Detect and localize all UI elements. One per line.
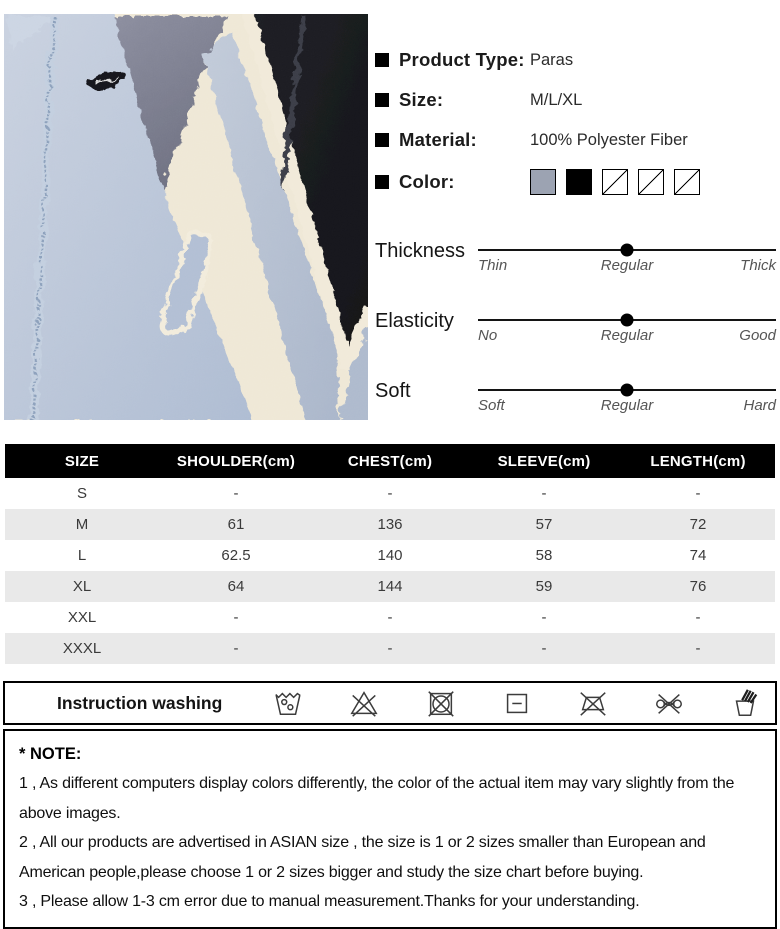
soft-slider — [478, 377, 776, 423]
slider-track — [478, 249, 776, 251]
color-swatch-black[interactable] — [566, 169, 592, 195]
square-bullet-icon — [375, 93, 389, 107]
product-photo — [4, 14, 368, 420]
cell: S — [76, 485, 87, 502]
cell: 58 — [535, 547, 553, 564]
fleece-texture-overlay — [4, 14, 368, 420]
col-header-chest: CHEST(cm) — [313, 444, 467, 478]
color-swatch-3[interactable] — [602, 169, 628, 195]
elasticity-label: Elasticity — [375, 310, 454, 332]
do-not-iron-icon — [577, 687, 609, 719]
cell: XXL — [67, 609, 97, 626]
cell: - — [387, 609, 393, 626]
cell: M — [75, 516, 89, 533]
note-item-3: 3 , Please allow 1-3 cm error due to manual measurement.Thanks for your understanding. — [19, 893, 640, 910]
size-chart — [5, 444, 775, 664]
thickness-scale — [478, 257, 776, 274]
cell: - — [695, 485, 701, 502]
col-header-size: SIZE — [5, 444, 159, 478]
slider-track — [478, 319, 776, 321]
color-swatch-4[interactable] — [638, 169, 664, 195]
info-row-material — [375, 128, 776, 152]
cell: XL — [72, 578, 92, 595]
cell: - — [541, 485, 547, 502]
scale-left: No — [478, 327, 498, 344]
note-item-2: 2 , All our products are advertised in ASIAN size , the size is 1 or 2 sizes smaller than European and American people,please choose 1 or 2 sizes bigger and study the size chart before buying. — [19, 834, 706, 881]
cell: 64 — [227, 578, 245, 595]
washing-label: Instruction washing — [57, 692, 223, 713]
cell: XXXL — [62, 640, 102, 657]
hand-wash-icon — [729, 687, 761, 719]
scale-middle: Regular — [600, 397, 654, 414]
cell: 59 — [535, 578, 553, 595]
cell: - — [541, 609, 547, 626]
thickness-slider — [478, 237, 776, 283]
cell: 62.5 — [221, 547, 251, 564]
cell: - — [387, 640, 393, 657]
square-bullet-icon — [375, 175, 389, 189]
table-row — [5, 571, 775, 602]
info-row-color — [375, 168, 776, 196]
scale-left: Thin — [478, 257, 508, 274]
cell: 57 — [535, 516, 553, 533]
note-item-1: 1 , As different computers display colors differently, the color of the actual item may vary slightly from the above images. — [19, 775, 735, 822]
do-not-wring-icon — [653, 687, 685, 719]
cell: 61 — [227, 516, 245, 533]
scale-right: Good — [739, 327, 776, 344]
soft-scale — [478, 397, 776, 414]
washing-icon-row — [272, 687, 761, 719]
elasticity-slider — [478, 307, 776, 353]
attr-row-soft — [375, 377, 776, 423]
cell: - — [387, 485, 393, 502]
attr-row-thickness — [375, 237, 776, 283]
square-bullet-icon — [375, 53, 389, 67]
cell: 76 — [689, 578, 707, 595]
attr-row-elasticity — [375, 307, 776, 353]
cell: 74 — [689, 547, 707, 564]
col-header-sleeve: SLEEVE(cm) — [467, 444, 621, 478]
attribute-sliders — [375, 237, 776, 423]
note-section — [3, 729, 777, 929]
table-row — [5, 602, 775, 633]
table-row — [5, 633, 775, 664]
scale-right: Thick — [740, 257, 776, 274]
scale-middle: Regular — [600, 327, 654, 344]
dry-flat-icon — [501, 687, 533, 719]
cell: - — [695, 640, 701, 657]
material-label: Material: — [399, 129, 477, 150]
slider-track — [478, 389, 776, 391]
table-row — [5, 540, 775, 571]
color-swatch-group — [530, 168, 700, 196]
machine-wash-icon — [272, 687, 304, 719]
square-bullet-icon — [375, 133, 389, 147]
slider-dot — [621, 384, 634, 397]
material-value: 100% Polyester Fiber — [530, 130, 688, 149]
soft-label: Soft — [375, 380, 411, 402]
col-header-length: LENGTH(cm) — [621, 444, 775, 478]
thickness-label: Thickness — [375, 240, 466, 262]
size-value: M/L/XL — [530, 90, 583, 109]
product-type-value: Paras — [530, 50, 574, 69]
cell: - — [233, 609, 239, 626]
info-row-size — [375, 88, 776, 112]
size-label: Size: — [399, 89, 444, 110]
cell: - — [233, 640, 239, 657]
note-title: * NOTE: — [19, 745, 82, 763]
do-not-tumble-dry-icon — [425, 687, 457, 719]
color-label: Color: — [399, 171, 455, 192]
cell: - — [541, 640, 547, 657]
do-not-bleach-icon — [348, 687, 380, 719]
cell: - — [233, 485, 239, 502]
product-type-label: Product Type: — [399, 49, 525, 70]
cell: 136 — [377, 516, 403, 533]
elasticity-scale — [478, 327, 776, 344]
color-swatch-grey[interactable] — [530, 169, 556, 195]
slider-dot — [621, 244, 634, 257]
slider-dot — [621, 314, 634, 327]
table-row — [5, 478, 775, 509]
washing-instructions-bar — [3, 681, 777, 725]
table-row — [5, 509, 775, 540]
color-swatch-5[interactable] — [674, 169, 700, 195]
product-info-panel — [375, 48, 776, 447]
size-chart-header-row — [5, 444, 775, 478]
hero-section — [0, 0, 780, 432]
scale-middle: Regular — [600, 257, 654, 274]
cell: L — [77, 547, 87, 564]
cell: - — [695, 609, 701, 626]
cell: 140 — [377, 547, 403, 564]
scale-right: Hard — [743, 397, 776, 414]
info-row-product-type — [375, 48, 776, 72]
scale-left: Soft — [478, 397, 505, 414]
cell: 72 — [689, 516, 707, 533]
col-header-shoulder: SHOULDER(cm) — [159, 444, 313, 478]
cell: 144 — [377, 578, 403, 595]
